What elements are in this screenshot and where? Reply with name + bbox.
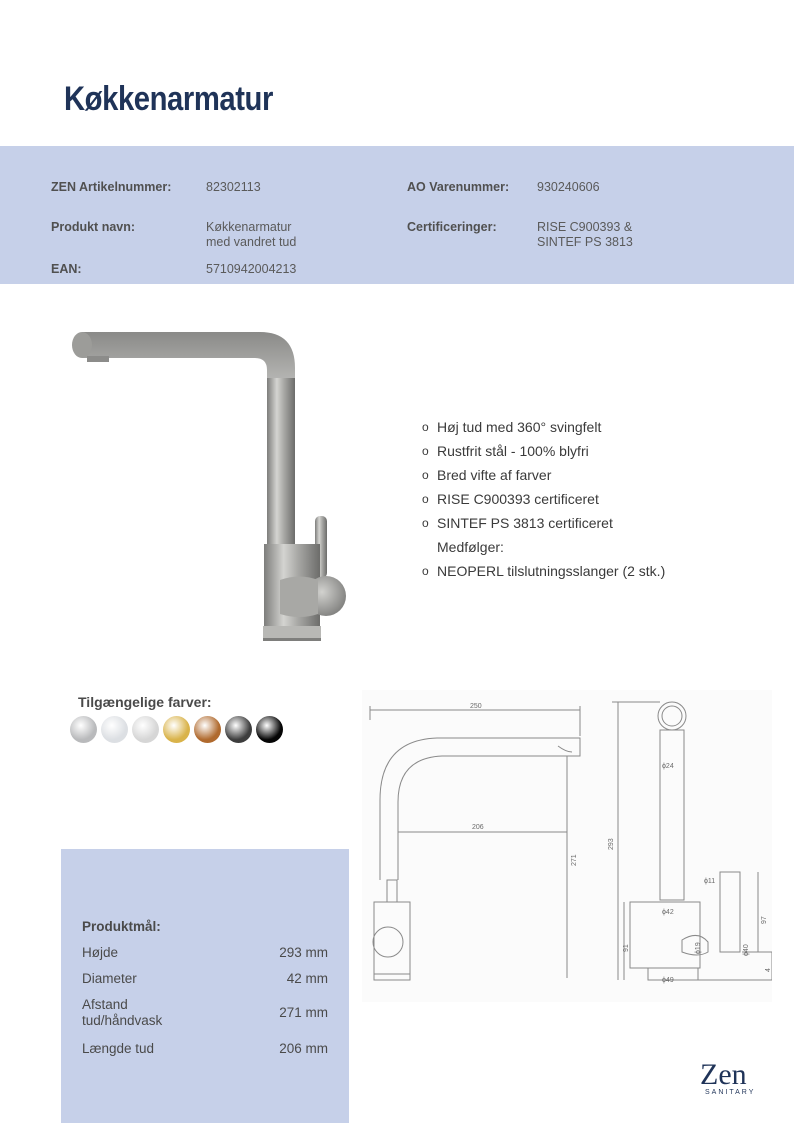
product-dimensions-panel: [61, 849, 349, 1123]
ao-label: AO Varenummer:: [407, 180, 510, 194]
dim-label-height: Højde: [82, 945, 119, 960]
navn-value: Køkkenarmatur med vandret tud: [206, 220, 297, 249]
dim-40: ϕ40: [743, 944, 750, 956]
dim-293: 293: [608, 838, 615, 850]
dim-value-height: 293 mm: [279, 945, 328, 960]
logo-sub: SANITARY: [705, 1089, 756, 1096]
dim-11: ϕ11: [704, 878, 716, 885]
dim-label-diameter: Diameter: [82, 971, 137, 986]
dim-271: 271: [571, 854, 578, 866]
ao-value: 930240606: [537, 180, 600, 194]
list-item: o SINTEF PS 3813 certificeret: [422, 511, 762, 535]
dim-label-distance: Afstand tud/håndvask: [82, 997, 163, 1028]
logo-word: Zen: [700, 1058, 747, 1091]
color-swatch: [194, 716, 221, 743]
list-item: o Bred vifte af farver: [422, 463, 762, 487]
list-item: o Høj tud med 360° svingfelt: [422, 415, 762, 439]
bullet: o: [422, 516, 429, 530]
dim-91: 91: [623, 944, 630, 952]
dimensions-title: Produktmål:: [82, 919, 161, 934]
ean-label: EAN:: [51, 262, 82, 276]
dim-value-distance: 271 mm: [279, 1005, 328, 1020]
list-item: o NEOPERL tilslutningsslanger (2 stk.): [422, 559, 762, 583]
technical-drawing: [362, 690, 772, 1002]
bullet: o: [422, 420, 429, 434]
dim-24: ϕ24: [662, 763, 674, 770]
dim-value-spout-length: 206 mm: [279, 1041, 328, 1056]
colors-title: Tilgængelige farver:: [78, 694, 212, 710]
cert-value: RISE C900393 & SINTEF PS 3813: [537, 220, 633, 249]
bullet: o: [422, 492, 429, 506]
list-item: o RISE C900393 certificeret: [422, 487, 762, 511]
list-item: Medfølger:: [437, 539, 504, 555]
dim-4: 4: [765, 968, 772, 972]
ean-value: 5710942004213: [206, 262, 297, 276]
bullet: o: [422, 564, 429, 578]
color-swatch: [132, 716, 159, 743]
dim-42: ϕ42: [662, 909, 674, 916]
dim-250: 250: [470, 703, 482, 710]
bullet: o: [422, 444, 429, 458]
zen-sanitary-logo: [700, 1060, 764, 1096]
cert-label: Certificeringer:: [407, 220, 497, 234]
page-title: Køkkenarmatur: [64, 80, 273, 118]
dim-19: ϕ19: [695, 942, 702, 954]
dim-49: ϕ49: [662, 977, 674, 984]
color-swatch: [256, 716, 283, 743]
faucet-image: [60, 318, 360, 648]
dim-label-spout-length: Længde tud: [82, 1041, 155, 1056]
artikel-label: ZEN Artikelnummer:: [51, 180, 172, 194]
bullet: o: [422, 468, 429, 482]
color-swatch: [225, 716, 252, 743]
feature-list: [422, 415, 762, 583]
dim-97: 97: [761, 916, 768, 924]
color-swatch: [163, 716, 190, 743]
artikel-value: 82302113: [206, 180, 261, 194]
color-swatch: [101, 716, 128, 743]
navn-label: Produkt navn:: [51, 220, 136, 234]
product-info-band: [0, 146, 794, 284]
dim-value-diameter: 42 mm: [286, 971, 328, 986]
color-swatch: [70, 716, 97, 743]
dim-206: 206: [472, 824, 484, 831]
list-item: o Rustfrit stål - 100% blyfri: [422, 439, 762, 463]
